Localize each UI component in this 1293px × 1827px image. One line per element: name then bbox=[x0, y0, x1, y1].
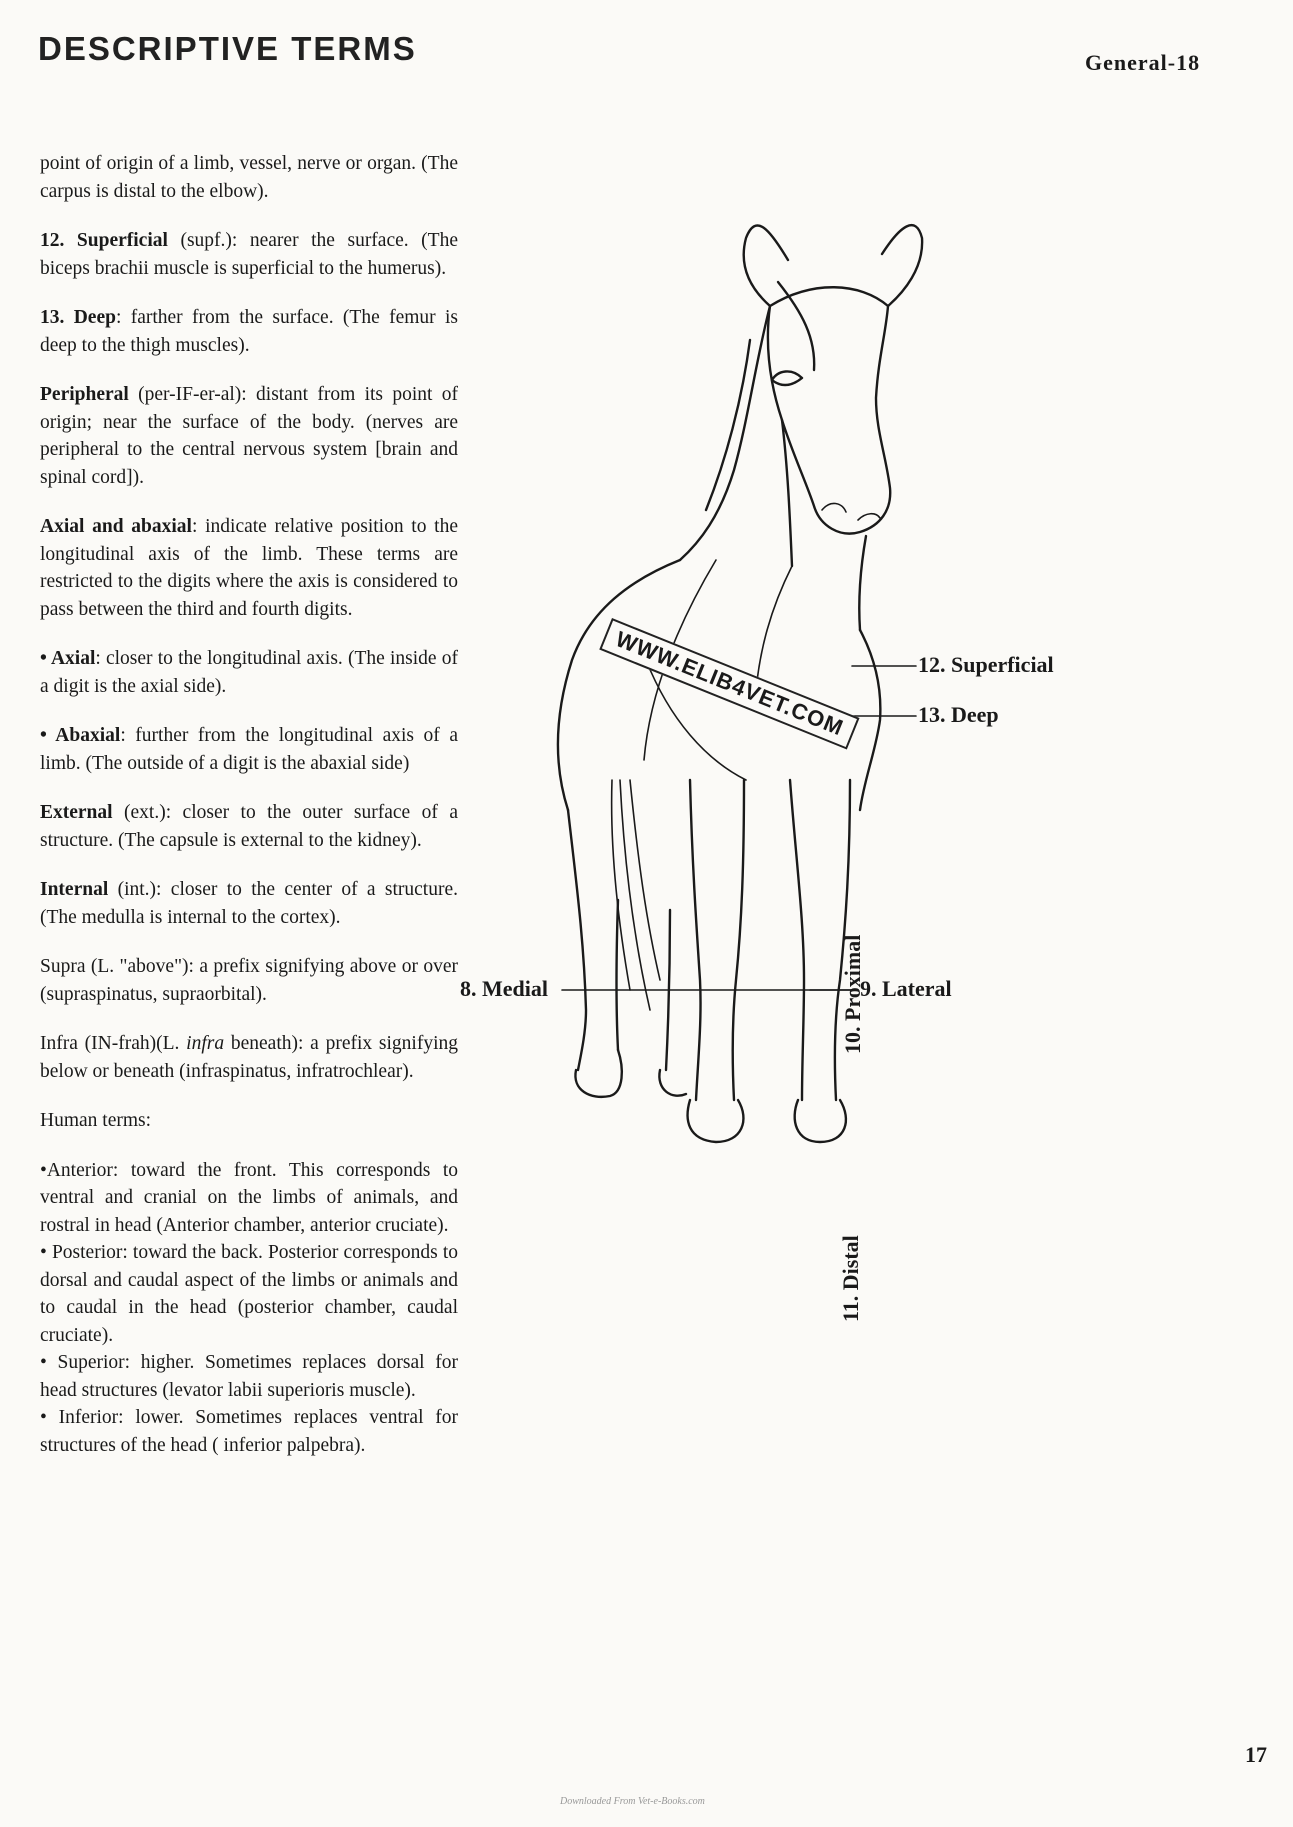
external-definition bbox=[40, 799, 458, 854]
axial-abaxial-definition bbox=[40, 513, 458, 623]
peripheral-definition bbox=[40, 381, 458, 491]
axial-abaxial-term: Axial and abaxial bbox=[40, 516, 192, 537]
superficial-definition bbox=[40, 227, 458, 282]
supra-definition: Supra (L. "above"): a prefix signifying above or over (supraspinatus, supraorbital). bbox=[40, 956, 458, 1005]
inferior-definition: • Inferior: lower. Sometimes replaces ventral for structures of the head ( inferior palpebra). bbox=[40, 1407, 458, 1456]
text-column bbox=[40, 150, 458, 1459]
internal-term: Internal bbox=[40, 879, 109, 900]
label-deep: 13. Deep bbox=[918, 702, 999, 727]
deep-definition bbox=[40, 304, 458, 359]
axial-term: • Axial bbox=[40, 648, 96, 669]
abaxial-term: • Abaxial bbox=[40, 725, 121, 746]
page-title: DESCRIPTIVE TERMS bbox=[38, 30, 417, 67]
horse-diagram bbox=[460, 220, 1280, 1380]
section-code: General-18 bbox=[1085, 50, 1201, 75]
internal-text: (int.): closer to the center of a structure. (The medulla is internal to the cortex). bbox=[40, 879, 458, 928]
infra-italic: infra bbox=[186, 1033, 225, 1054]
internal-definition bbox=[40, 876, 458, 931]
deep-term: 13. Deep bbox=[40, 307, 116, 328]
anterior-definition: •Anterior: toward the front. This corresponds to ventral and cranial on the limbs of animals, and rostral in head (Anterior chamber, anterior cruciate). bbox=[40, 1159, 458, 1236]
label-lateral: 9. Lateral bbox=[860, 976, 952, 1001]
label-medial: 8. Medial bbox=[460, 976, 548, 1001]
watermark: WWW.ELIB4VET.COM bbox=[599, 618, 860, 750]
abaxial-text: : further from the longitudinal axis of a limb. (The outside of a digit is the abaxial side) bbox=[40, 725, 458, 774]
distal-continuation: point of origin of a limb, vessel, nerve or organ. (The carpus is distal to the elbow). bbox=[40, 153, 458, 202]
label-proximal: 10. Proximal bbox=[840, 934, 865, 1054]
infra-text-b: beneath): a prefix signifying below or beneath (infraspinatus, infratrochlear). bbox=[40, 1033, 458, 1082]
axial-text: : closer to the longitudinal axis. (The inside of a digit is the axial side). bbox=[40, 648, 458, 697]
page-number: 17 bbox=[1245, 1742, 1267, 1767]
external-term: External bbox=[40, 802, 113, 823]
superficial-term: 12. Superficial bbox=[40, 230, 168, 251]
external-text: (ext.): closer to the outer surface of a structure. (The capsule is external to the kidney). bbox=[40, 802, 458, 851]
axial-abaxial-text: : indicate relative position to the longitudinal axis of the limb. These terms are restricted to the digits where the axis is considered to pass between the third and fourth digits. bbox=[40, 516, 458, 620]
abaxial-definition bbox=[40, 722, 458, 777]
horse-illustration bbox=[520, 220, 1280, 1380]
infra-definition bbox=[40, 1030, 458, 1085]
axial-definition bbox=[40, 645, 458, 700]
footer-credit: Downloaded From Vet-e-Books.com bbox=[560, 1796, 705, 1807]
peripheral-text: (per-IF-er-al): distant from its point of origin; near the surface of the body. (nerves are peripheral to the central nervous system [brain and spinal cord]). bbox=[40, 384, 458, 488]
superior-definition: • Superior: higher. Sometimes replaces dorsal for head structures (levator labii superioris muscle). bbox=[40, 1352, 458, 1401]
label-superficial: 12. Superficial bbox=[918, 652, 1054, 677]
superficial-text: (supf.): nearer the surface. (The biceps brachii muscle is superficial to the humerus). bbox=[40, 230, 458, 279]
peripheral-term: Peripheral bbox=[40, 384, 129, 405]
human-terms-heading: Human terms: bbox=[40, 1110, 152, 1131]
posterior-definition: • Posterior: toward the back. Posterior corresponds to dorsal and caudal aspect of the limbs or animals and to caudal in the head (posterior chamber, caudal cruciate). bbox=[40, 1242, 458, 1346]
label-distal: 11. Distal bbox=[838, 1235, 863, 1322]
infra-text-a: Infra (IN-frah)(L. bbox=[40, 1033, 187, 1054]
deep-text: : farther from the surface. (The femur is deep to the thigh muscles). bbox=[40, 307, 458, 356]
